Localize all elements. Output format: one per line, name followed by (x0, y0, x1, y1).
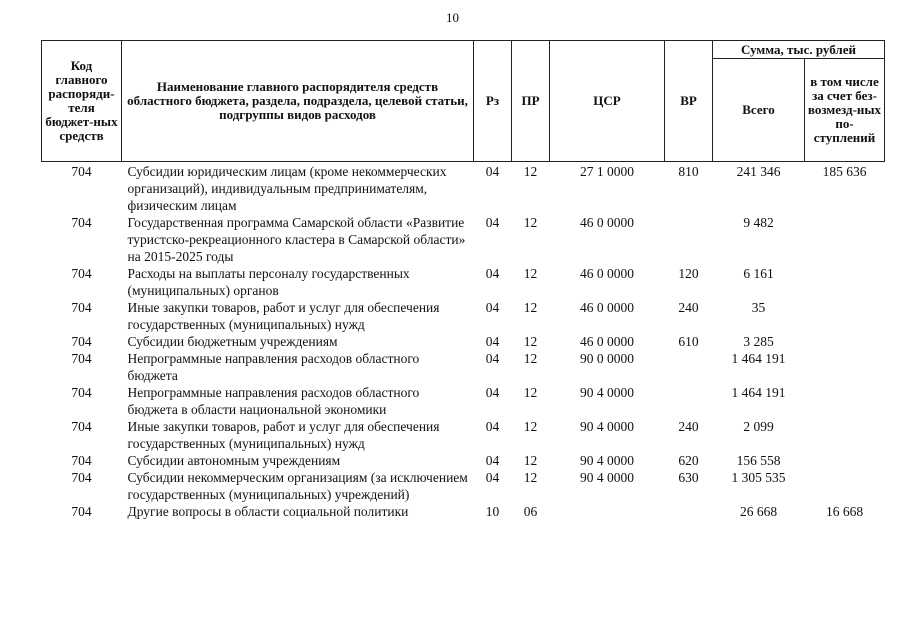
cell-pr: 12 (523, 334, 538, 349)
cell-rz: 04 (485, 419, 500, 434)
cell-gratis (805, 214, 885, 265)
cell-vr: 120 (678, 266, 699, 281)
cell-vr: 620 (678, 453, 699, 468)
cell-gratis (805, 469, 885, 503)
cell-pr: 12 (523, 419, 538, 434)
cell-vr (665, 503, 713, 520)
cell-gratis (805, 384, 885, 418)
cell-csr (550, 503, 665, 520)
cell-name: Непрограммные направления расходов областного бюджета в области национальной экономики (127, 385, 420, 417)
cell-rz: 04 (485, 453, 500, 468)
cell-code: 704 (71, 266, 92, 281)
cell-vr: 610 (678, 334, 699, 349)
page-number: 10 (446, 10, 459, 25)
cell-code: 704 (71, 385, 92, 400)
cell-rz: 04 (485, 215, 500, 230)
table-row (42, 503, 885, 520)
cell-total: 241 346 (736, 164, 781, 179)
cell-name: Субсидии некоммерческим организациям (за исключением государственных (муниципальных) учреждений) (127, 470, 468, 502)
cell-gratis (805, 265, 885, 299)
header-code: Код главного распоряди-теля бюджет-ных средств (42, 41, 122, 162)
table-body (42, 162, 885, 521)
cell-code: 704 (71, 470, 92, 485)
cell-name: Государственная программа Самарской области «Развитие туристско-рекреационного кластера в Самарской области» на 2015-2025 годы (127, 215, 466, 264)
table-row (42, 418, 885, 452)
cell-pr: 12 (523, 351, 538, 366)
cell-gratis (805, 333, 885, 350)
cell-gratis: 185 636 (822, 164, 867, 179)
cell-pr: 12 (523, 164, 538, 179)
cell-csr: 46 0 0000 (580, 300, 634, 315)
cell-total: 9 482 (743, 215, 774, 230)
table-row (42, 265, 885, 299)
cell-code: 704 (71, 300, 92, 315)
cell-total: 156 558 (736, 453, 781, 468)
header-csr: ЦСР (550, 41, 665, 162)
cell-vr (665, 384, 713, 418)
table-row (42, 469, 885, 503)
cell-total: 26 668 (739, 504, 778, 519)
cell-csr: 90 4 0000 (580, 419, 634, 434)
cell-name: Субсидии юридическим лицам (кроме некоммерческих организаций), индивидуальным предпринимателям, физическим лицам (127, 164, 447, 213)
cell-pr: 12 (523, 453, 538, 468)
cell-vr: 810 (678, 164, 699, 179)
header-sum: Сумма, тыс. рублей (713, 41, 885, 59)
cell-pr: 12 (523, 215, 538, 230)
table-row (42, 350, 885, 384)
cell-total: 3 285 (743, 334, 774, 349)
cell-total: 1 464 191 (731, 385, 786, 400)
cell-code: 704 (71, 504, 92, 519)
cell-name: Субсидии автономным учреждениям (127, 453, 341, 468)
cell-csr: 90 4 0000 (580, 385, 634, 400)
table-row (42, 299, 885, 333)
header-gratis: в том числе за счет без-возмезд-ных по-ступлений (805, 59, 885, 162)
cell-rz: 04 (485, 300, 500, 315)
cell-total: 6 161 (743, 266, 774, 281)
table-row (42, 384, 885, 418)
cell-name: Расходы на выплаты персоналу государственных (муниципальных) органов (127, 266, 410, 298)
cell-gratis: 16 668 (825, 504, 864, 519)
cell-vr: 630 (678, 470, 699, 485)
cell-code: 704 (71, 334, 92, 349)
budget-table (41, 40, 885, 520)
cell-vr (665, 214, 713, 265)
cell-rz: 04 (485, 164, 500, 179)
header-total: Всего (713, 59, 805, 162)
table-header (42, 41, 885, 162)
cell-vr: 240 (678, 419, 699, 434)
cell-total: 1 464 191 (731, 351, 786, 366)
cell-name: Субсидии бюджетным учреждениям (127, 334, 338, 349)
cell-csr: 46 0 0000 (580, 215, 634, 230)
cell-csr: 90 4 0000 (580, 470, 634, 485)
cell-total: 35 (751, 300, 766, 315)
cell-csr: 90 0 0000 (580, 351, 634, 366)
cell-gratis (805, 299, 885, 333)
cell-pr: 12 (523, 470, 538, 485)
cell-rz: 04 (485, 351, 500, 366)
cell-code: 704 (71, 419, 92, 434)
header-vr: ВР (665, 41, 713, 162)
cell-vr: 240 (678, 300, 699, 315)
cell-name: Непрограммные направления расходов областного бюджета (127, 351, 420, 383)
cell-pr: 12 (523, 385, 538, 400)
table-row (42, 214, 885, 265)
cell-rz: 04 (485, 334, 500, 349)
cell-gratis (805, 350, 885, 384)
cell-csr: 27 1 0000 (580, 164, 634, 179)
cell-gratis (805, 418, 885, 452)
cell-name: Иные закупки товаров, работ и услуг для обеспечения государственных (муниципальных) нужд (127, 419, 440, 451)
cell-total: 1 305 535 (731, 470, 786, 485)
cell-pr: 12 (523, 300, 538, 315)
header-pr: ПР (512, 41, 550, 162)
cell-csr: 90 4 0000 (580, 453, 634, 468)
header-rz: Рз (474, 41, 512, 162)
table-row (42, 333, 885, 350)
cell-rz: 04 (485, 385, 500, 400)
cell-pr: 06 (523, 504, 538, 519)
cell-code: 704 (71, 215, 92, 230)
cell-csr: 46 0 0000 (580, 334, 634, 349)
cell-code: 704 (71, 351, 92, 366)
header-name: Наименование главного распорядителя средств областного бюджета, раздела, подраздела, целевой статьи, подгруппы видов расходов (122, 41, 474, 162)
cell-code: 704 (71, 164, 92, 179)
cell-csr: 46 0 0000 (580, 266, 634, 281)
cell-name: Иные закупки товаров, работ и услуг для обеспечения государственных (муниципальных) нужд (127, 300, 440, 332)
cell-rz: 10 (485, 504, 500, 519)
cell-total: 2 099 (743, 419, 774, 434)
cell-pr: 12 (523, 266, 538, 281)
cell-rz: 04 (485, 470, 500, 485)
table-row (42, 452, 885, 469)
table-row (42, 162, 885, 215)
cell-name: Другие вопросы в области социальной политики (127, 504, 409, 519)
cell-gratis (805, 452, 885, 469)
cell-rz: 04 (485, 266, 500, 281)
cell-code: 704 (71, 453, 92, 468)
cell-vr (665, 350, 713, 384)
